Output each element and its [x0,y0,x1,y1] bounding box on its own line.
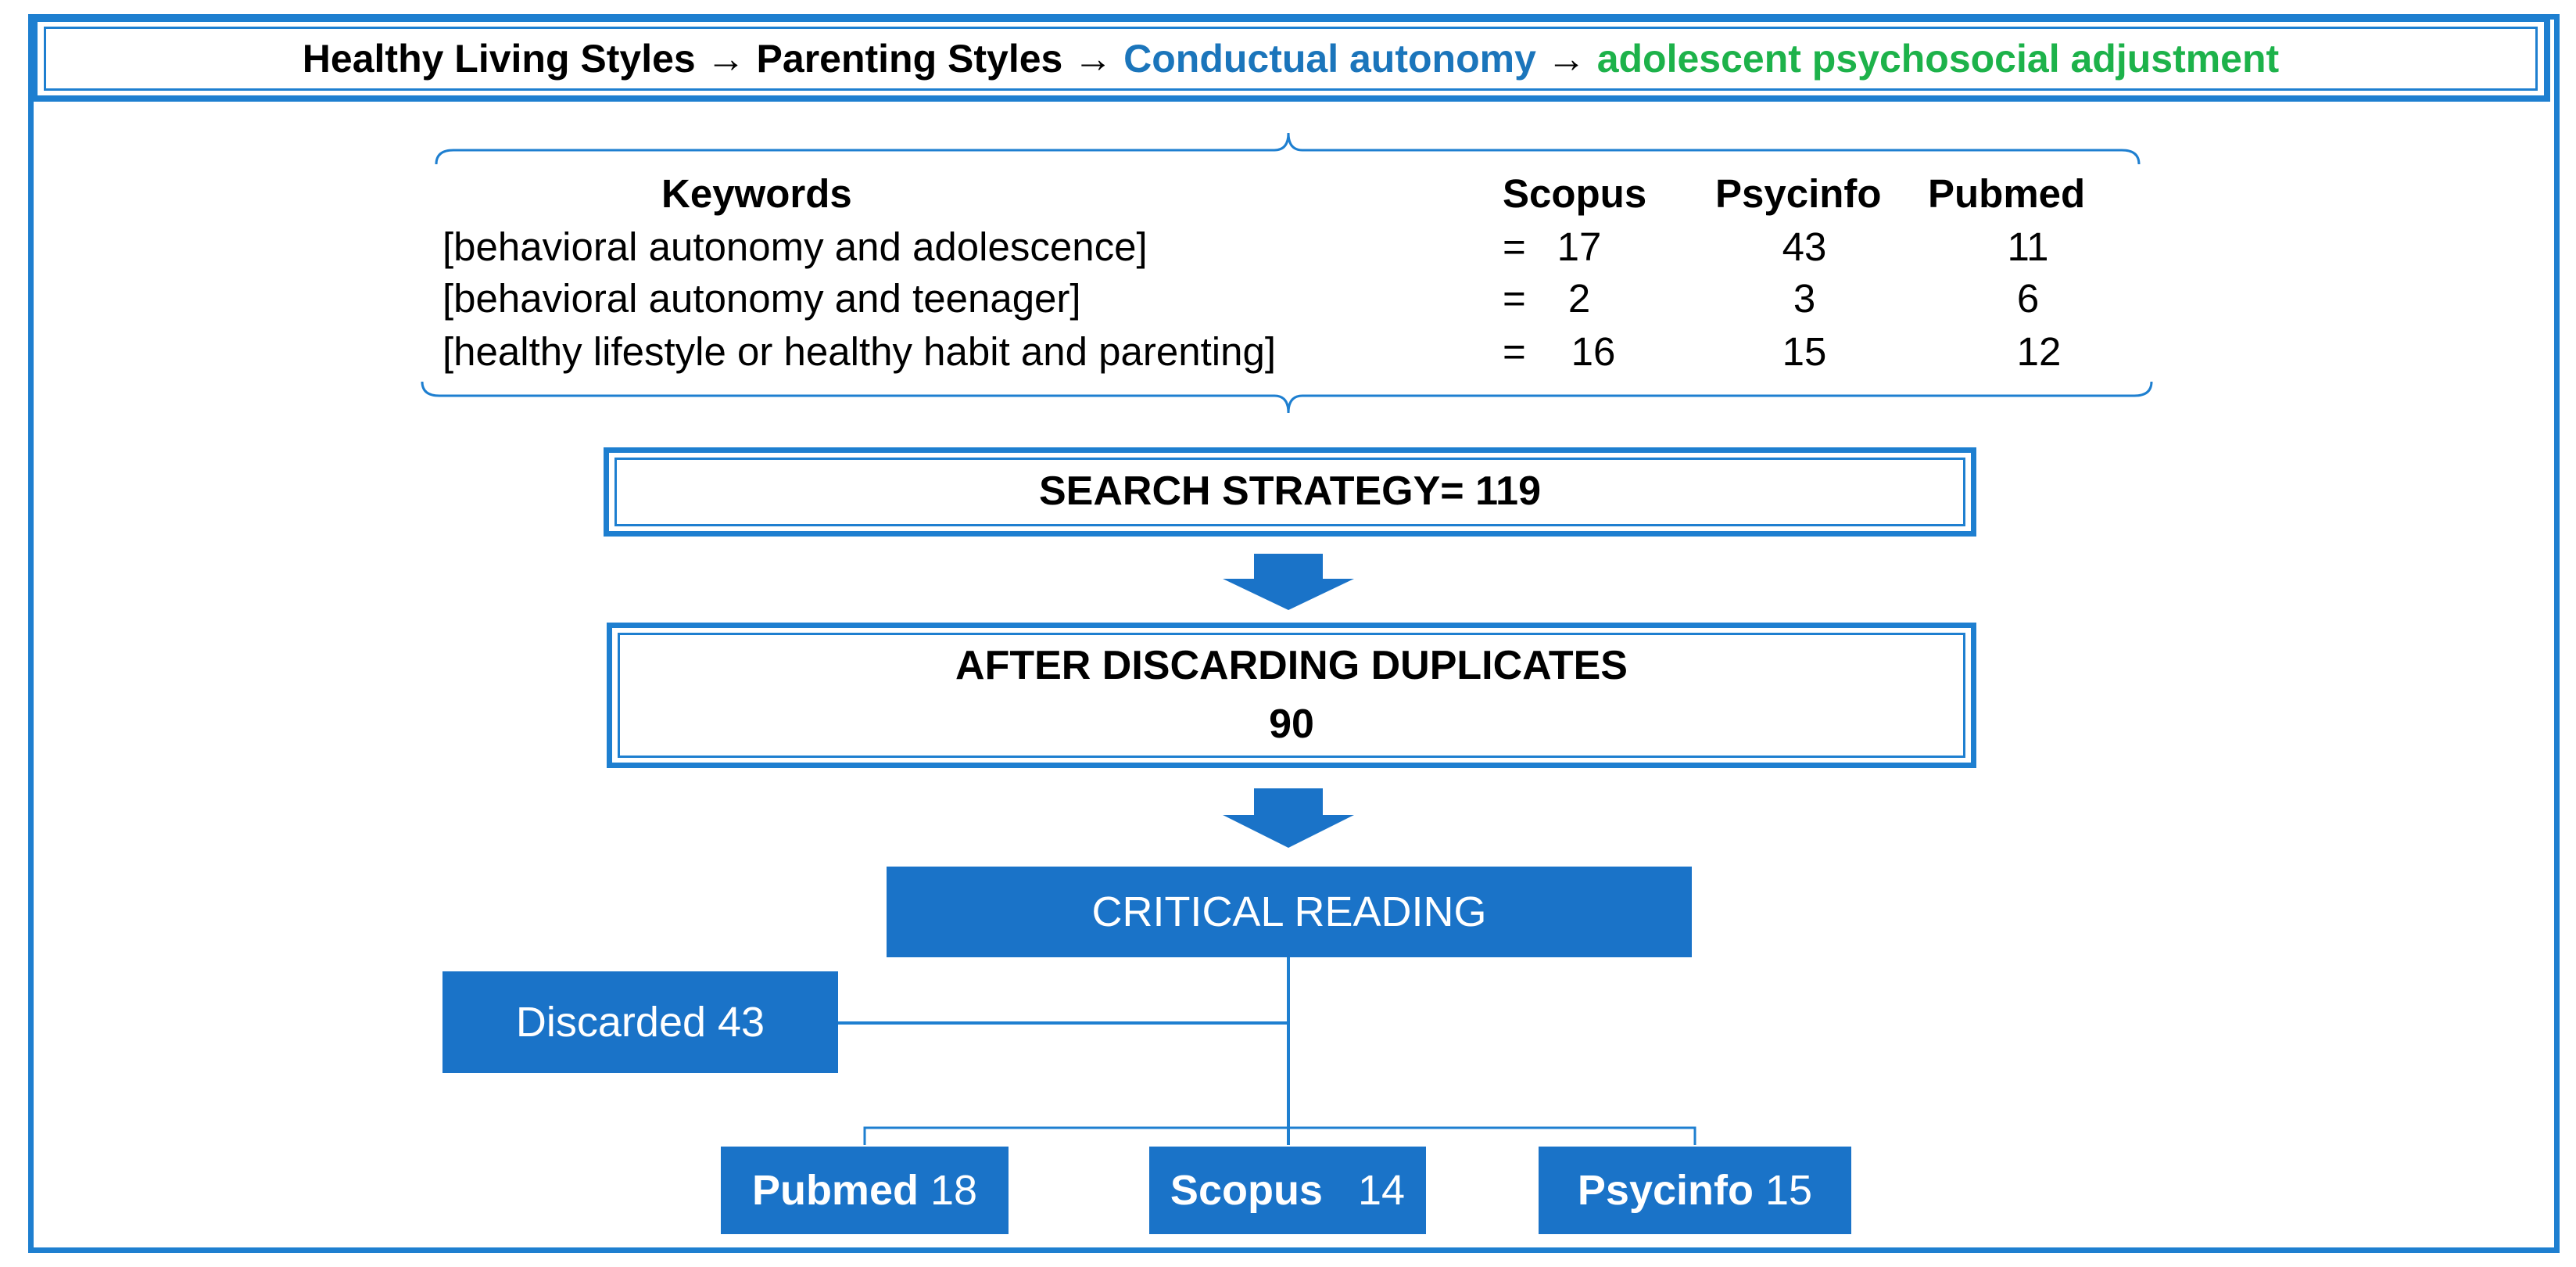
result-scopus-count: 14 [1357,1167,1406,1214]
row-1-scopus: 17 [1557,224,1602,269]
duplicates-text-box [618,633,1965,758]
search-strategy-label: SEARCH STRATEGY= 119 [1038,468,1541,515]
row-2-scopus: 2 [1567,276,1591,321]
col-header-pubmed: Pubmed [1928,171,2086,216]
result-scopus-name: Scopus [1170,1167,1323,1214]
arrow-down-1 [1223,554,1354,610]
col-header-psycinfo: Psycinfo [1715,171,1882,216]
row-2-psycinfo: 3 [1793,276,1816,321]
header-arrow-3: → [1535,37,1597,81]
header-arrow-2: → [1062,37,1124,81]
result-psycinfo-count: 15 [1765,1167,1813,1214]
discarded-label: Discarded 43 [515,999,765,1046]
results-branch [865,1128,1695,1145]
critical-reading-box [887,867,1692,957]
result-pubmed-count: 18 [930,1167,978,1214]
header-healthy-living: Healthy Living Styles [302,37,696,81]
row-3-scopus: 16 [1571,329,1616,374]
col-header-keywords: Keywords [661,171,852,216]
keyword-row-1: [behavioral autonomy and adolescence] [442,224,1148,269]
bottom-brace [422,382,2151,413]
keyword-row-2: [behavioral autonomy and teenager] [442,276,1081,321]
discarded-box [442,971,838,1073]
keyword-row-3: [healthy lifestyle or healthy habit and parenting] [442,329,1277,374]
header-parenting: Parenting Styles [756,37,1063,81]
result-psycinfo-name: Psycinfo [1577,1167,1754,1214]
search-strategy-text-box [614,458,1965,526]
top-brace [436,133,2139,164]
row-1-psycinfo: 43 [1782,224,1827,269]
result-box-scopus [1149,1147,1426,1234]
row-2-pubmed: 6 [2016,276,2040,321]
arrow-down-2 [1223,788,1354,848]
row-1-pubmed: 11 [2007,224,2049,269]
critical-reading-label: CRITICAL READING [1091,888,1487,935]
header-arrow-1: → [695,37,757,81]
row-3-eq: = [1503,329,1526,374]
row-3-psycinfo: 15 [1782,329,1827,374]
result-pubmed-name: Pubmed [751,1167,919,1214]
result-box-psycinfo [1539,1147,1851,1234]
duplicates-count: 90 [1269,702,1314,747]
row-3-pubmed: 12 [2016,329,2062,374]
row-1-eq: = [1503,224,1526,269]
header-adjustment: adolescent psychosocial adjustment [1596,37,2280,81]
result-box-pubmed [721,1147,1009,1234]
row-2-eq: = [1503,276,1526,321]
header-conductual-autonomy: Conductual autonomy [1123,37,1536,81]
col-header-scopus: Scopus [1503,171,1647,216]
duplicates-label: AFTER DISCARDING DUPLICATES [955,642,1628,688]
